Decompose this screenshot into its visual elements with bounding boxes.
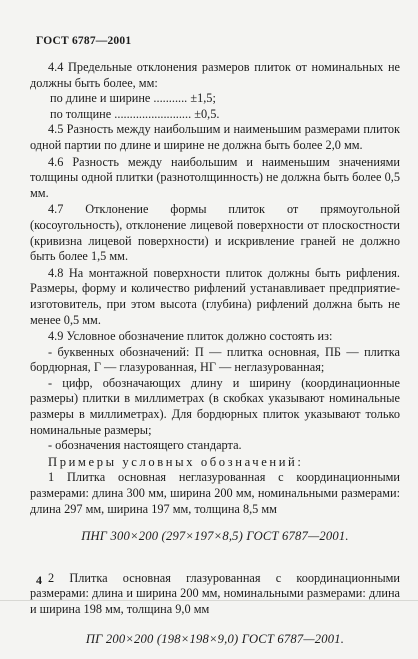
tolerance-thickness: по толщине ......................... ±0,5. <box>50 106 220 121</box>
paragraph-4-4: 4.4 Предельные отклонения размеров плиток от номинальных не должны быть более, мм: <box>30 60 400 90</box>
example-1-designation: ПНГ 300×200 (297×197×8,5) ГОСТ 6787—2001. <box>81 529 349 544</box>
paragraph-4-8: 4.8 На монтажной поверхности плиток должны быть рифления. Размеры, форму и количество рифлений устанавливает предприятие-изготовитель, при этом высота (глубина) рифлений должна быть не менее 0,5 мм. <box>30 265 400 327</box>
page-number: 4 <box>36 573 42 587</box>
example-1-text: 1 Плитка основная неглазурованная с координационными размерами: длина 300 мм, ширина 200 мм, номинальными размерами: длина 297 мм, ширина 197 мм, толщина 8,5 мм <box>30 470 400 516</box>
paragraph-4-7: 4.7 Отклонение формы плиток от прямоугольной (косоугольность), отклонение лицевой поверхности от плоскостности (кривизна лицевой поверхности) и искривление граней не должно быть более 1,5 мм. <box>30 202 400 264</box>
example-2-text: 2 Плитка основная глазурованная с координационными размерами: длина и ширина 200 мм, номинальными размерами: длина и ширина 198 мм, толщина 9,0 мм <box>30 570 400 616</box>
examples-heading: Примеры условных обозначений: <box>48 454 304 469</box>
tolerance-length-width: по длине и ширине ........... ±1,5; <box>50 91 216 106</box>
list-item-letters: - буквенных обозначений: П — плитка основная, ПБ — плитка бордюрная, Г — глазурованная, НГ — неглазурованная; <box>30 344 400 375</box>
list-item-digits: - цифр, обозначающих длину и ширину (координационные размеры) плитки в миллиметрах (в скобках указывают номинальные размеры в миллиметрах). Для бордюрных плиток указывают только номинальные размеры; <box>30 375 400 437</box>
paragraph-4-5: 4.5 Разность между наибольшим и наименьшим размерами плиток одной партии по длине и ширине не должна быть более 2,0 мм. <box>30 122 400 152</box>
example-2-designation: ПГ 200×200 (198×198×9,0) ГОСТ 6787—2001. <box>85 631 345 646</box>
document-body <box>30 60 400 659</box>
paragraph-4-9: 4.9 Условное обозначение плиток должно состоять из: <box>48 329 333 344</box>
document-header: ГОСТ 6787—2001 <box>36 35 132 47</box>
page-edge-divider <box>0 600 418 601</box>
paragraph-4-6: 4.6 Разность между наибольшим и наименьшим значениями толщины одной плитки (разнотолщинность) не должна быть более 0,5 мм. <box>30 154 400 200</box>
list-item-standard: - обозначения настоящего стандарта. <box>48 438 242 453</box>
